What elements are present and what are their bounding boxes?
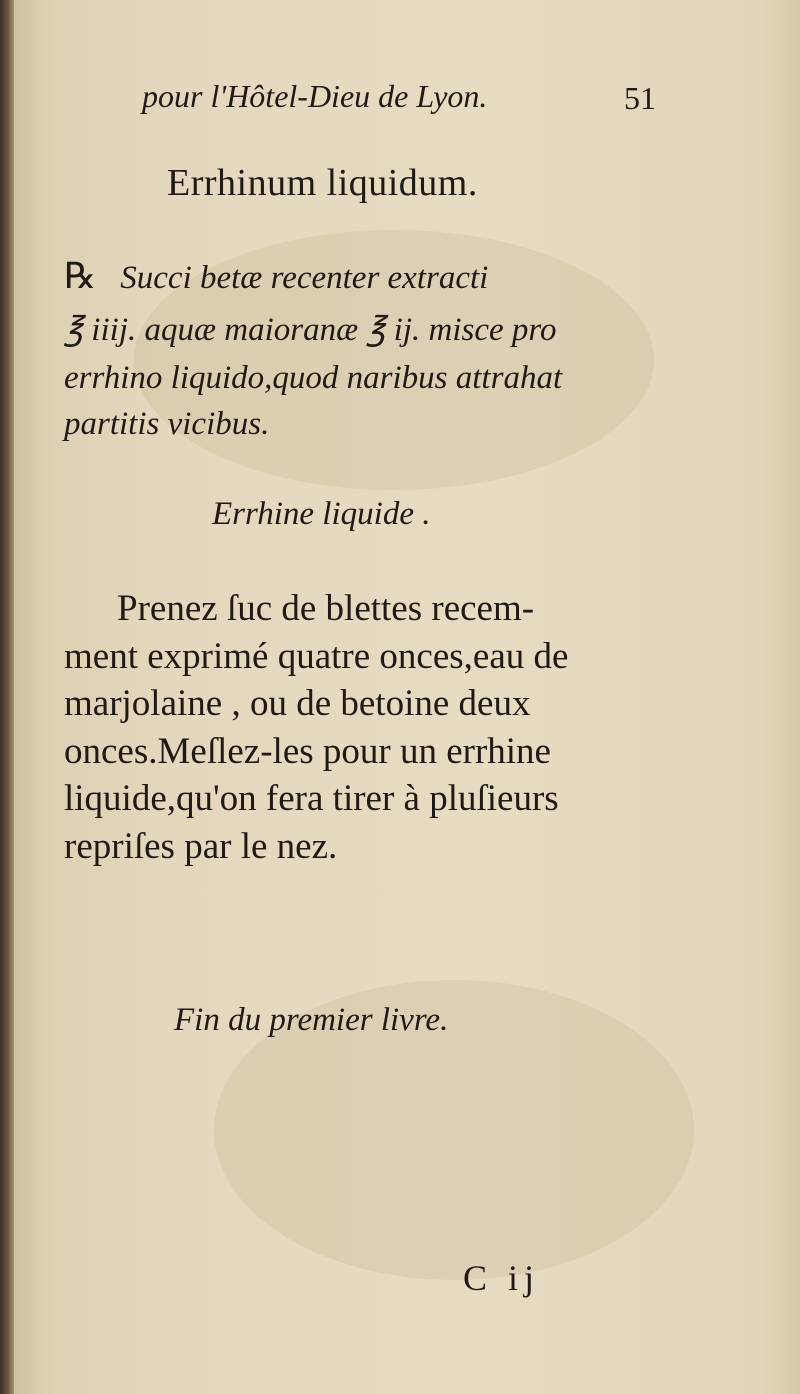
latin-recipe-line: ℥ iiij. aquæ maioranæ ℥ ij. misce pro [64, 312, 557, 348]
french-text-line: Prenez ſuc de blettes recem- [117, 588, 535, 629]
french-text-line: onces.Meſlez-les pour un errhine [64, 731, 551, 772]
french-text-line: liquide,qu'on fera tirer à pluſieurs [64, 778, 559, 819]
end-of-book-note: Fin du premier livre. [174, 1002, 449, 1038]
signature-mark: C ij [463, 1258, 541, 1298]
recipe-symbol-icon: ℞ [64, 256, 97, 296]
book-page [14, 0, 800, 1394]
french-text-line: marjolaine , ou de betoine deux [64, 683, 531, 724]
page-number: 51 [624, 80, 656, 116]
running-head: pour l'Hôtel-Dieu de Lyon. [142, 78, 488, 114]
section-heading-latin: Errhinum liquidum. [167, 162, 478, 204]
section-heading-french: Errhine liquide . [212, 496, 431, 532]
latin-recipe-line: errhino liquido,quod naribus attrahat [64, 360, 563, 396]
latin-recipe-text: Succi betæ recenter extracti [120, 260, 489, 296]
latin-recipe-line [64, 258, 488, 295]
book-spine-edge [0, 0, 14, 1394]
french-text-line: ment exprimé quatre onces,eau de [64, 636, 569, 677]
french-text-line: repriſes par le nez. [64, 826, 338, 867]
latin-recipe-line: partitis vicibus. [64, 406, 270, 442]
